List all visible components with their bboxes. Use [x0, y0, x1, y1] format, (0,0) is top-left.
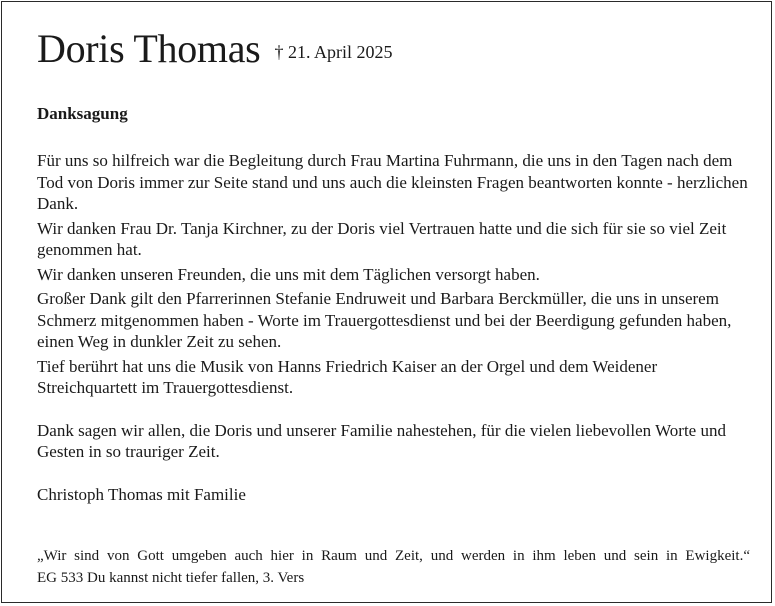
- thanks-paragraph-kirchner: Wir danken Frau Dr. Tanja Kirchner, zu der Doris viel Vertrauen hatte und die sich für sie so viel Zeit genommen hat.: [37, 218, 727, 259]
- thanks-paragraph-all: Dank sagen wir allen, die Doris und unserer Familie nahestehen, für die vielen liebevollen Worte und Gesten in so trauriger Zeit.: [37, 420, 726, 461]
- thanks-paragraph-friends: Wir danken unseren Freunden, die uns mit dem Täglichen versorgt haben.: [37, 264, 540, 284]
- thanks-paragraph-pastors: Großer Dank gilt den Pfarrerinnen Stefanie Endruweit und Barbara Berckmüller, die uns in unserem Schmerz mitgenommen haben - Worte im Trauergottesdienst und bei der Beerdigung gefunden haben, einen Weg in dunkler Zeit zu sehen.: [37, 289, 732, 351]
- quote-source: EG 533 Du kannst nicht tiefer fallen, 3. Vers: [37, 570, 305, 586]
- hymn-quote: [37, 545, 757, 589]
- notice-body: [37, 150, 757, 508]
- deceased-name: Doris Thomas: [37, 26, 261, 71]
- death-date: † 21. April 2025: [274, 42, 393, 62]
- thanks-paragraph-fuhrmann: Für uns so hilfreich war die Begleitung durch Frau Martina Fuhrmann, die uns in den Tagen nach dem Tod von Doris immer zur Seite stand und uns auch die kleinsten Fragen beantworten konnte - herzlichen Dank.: [37, 151, 748, 213]
- signature: Christoph Thomas mit Familie: [37, 484, 246, 504]
- notice-header: [37, 26, 392, 72]
- thanks-paragraph-music: Tief berührt hat uns die Musik von Hanns Friedrich Kaiser an der Orgel und dem Weidener Streichquartett im Trauergottesdienst.: [37, 356, 658, 397]
- quote-text: „Wir sind von Gott umgeben auch hier in Raum und Zeit, und werden in ihm leben und sein in Ewigkeit.“: [37, 548, 750, 564]
- notice-heading: Danksagung: [37, 104, 128, 123]
